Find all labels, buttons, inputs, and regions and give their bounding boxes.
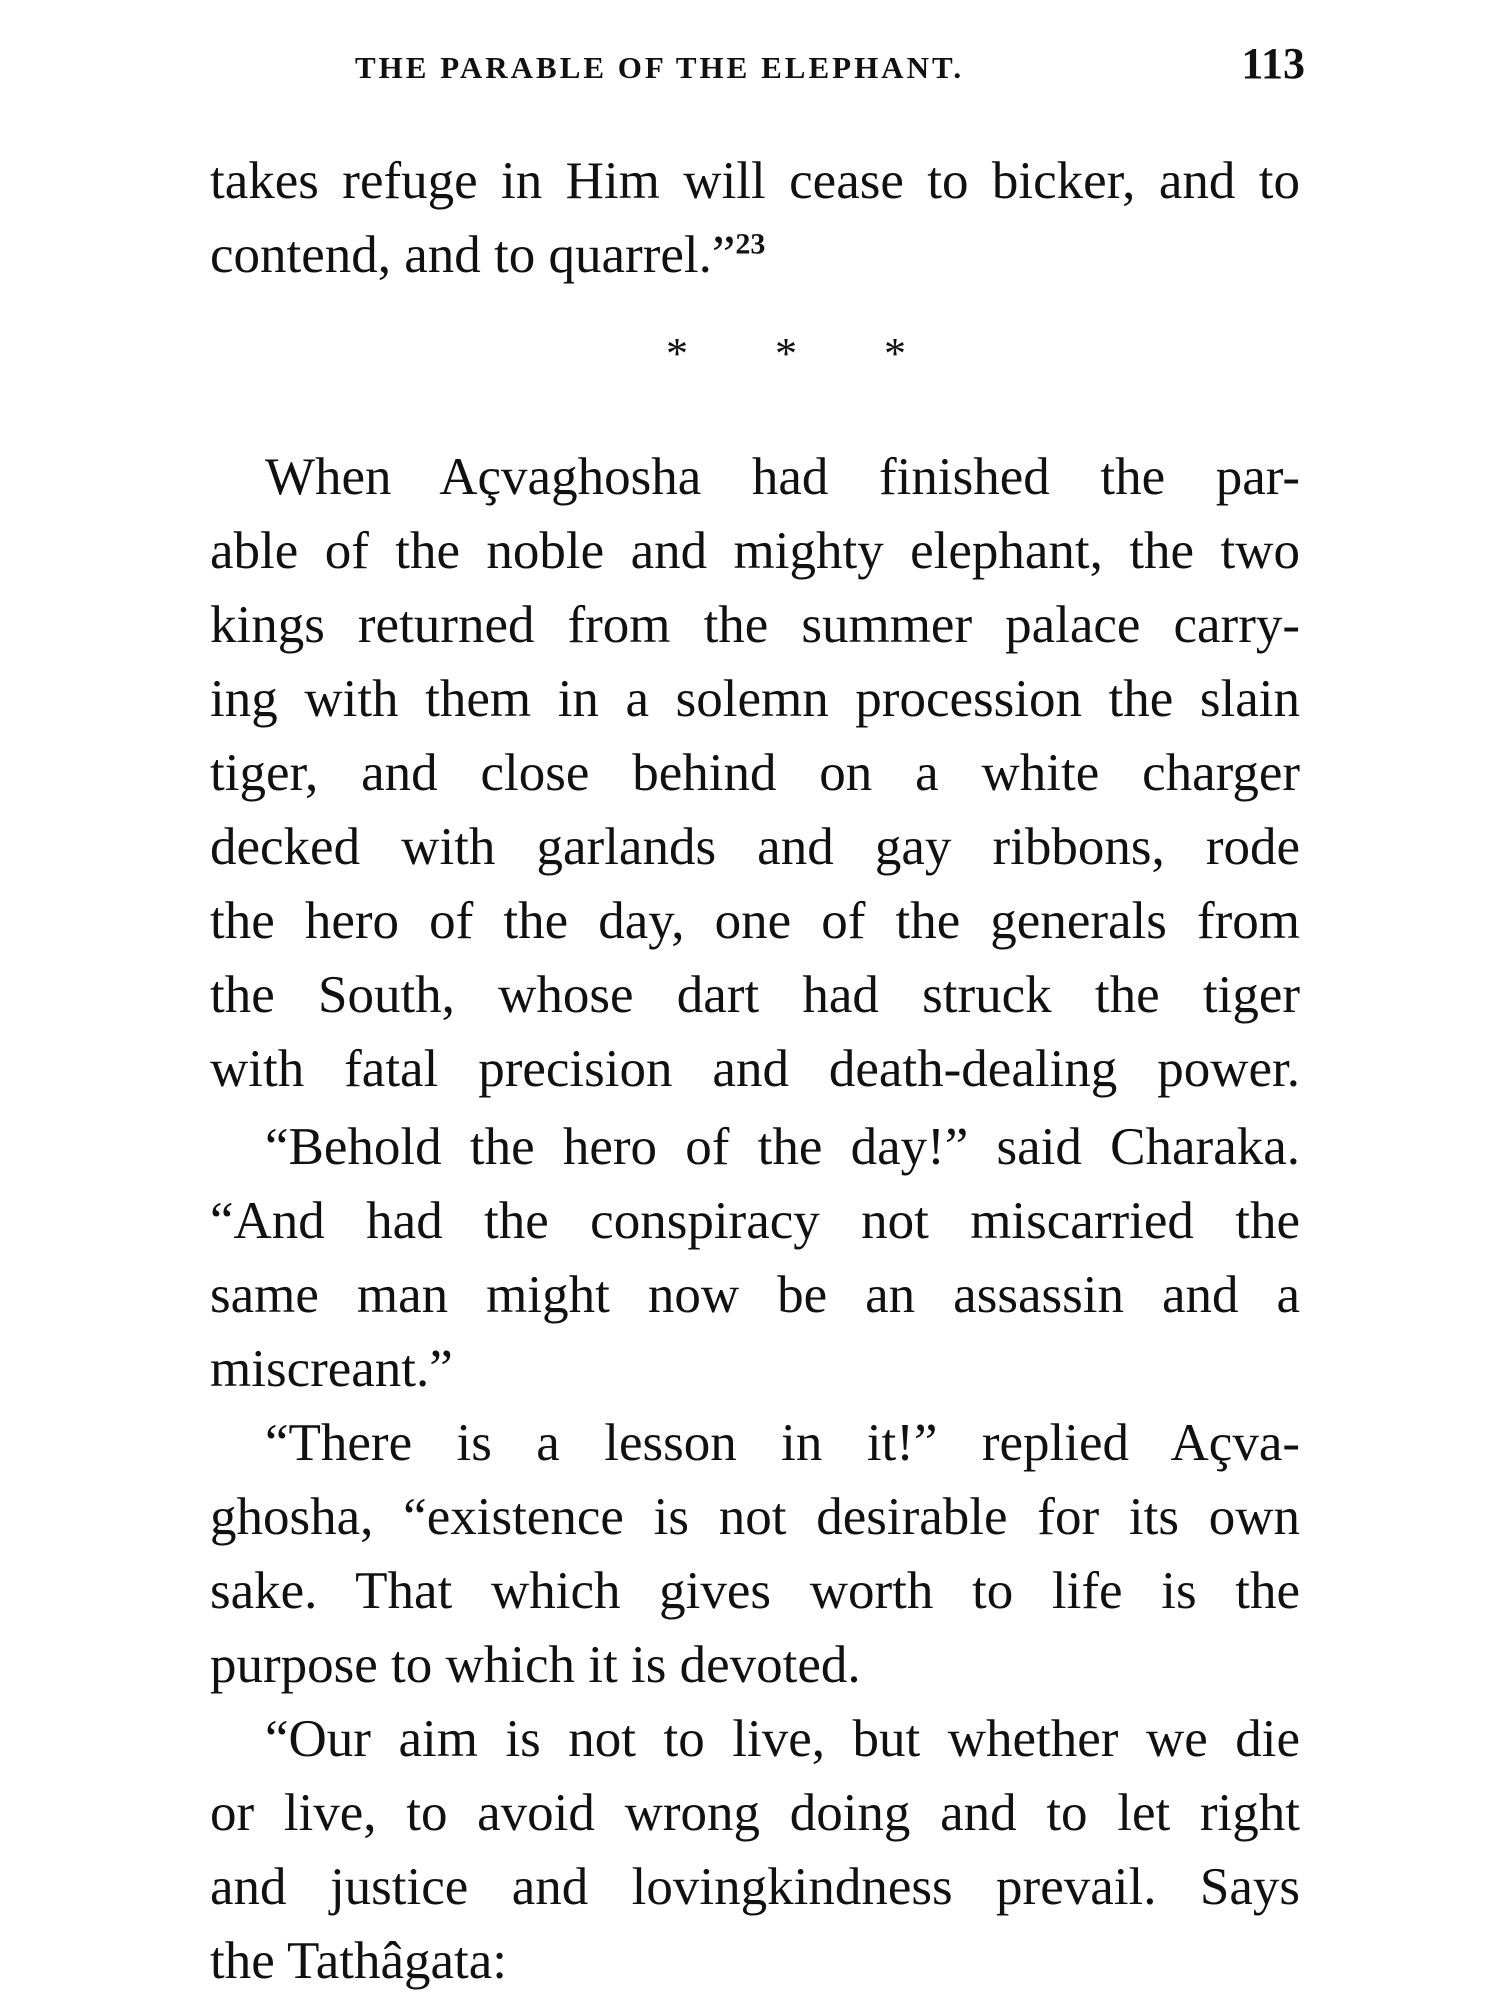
paragraph-2 [210,1110,1300,1406]
footnote-reference: 23 [735,227,766,261]
text-line: purpose to which it is devoted. [210,1636,861,1694]
paragraph-4 [210,1702,1300,1998]
text-line: kings returned from the summer palace carry- [210,596,1300,654]
text-line: ghosha, “existence is not desirable for its own [210,1488,1300,1546]
text-line: decked with garlands and gay ribbons, rode [210,818,1300,876]
text-line: “And had the conspiracy not miscarried the [210,1192,1300,1250]
text-line: tiger, and close behind on a white charger [210,744,1300,802]
text-line: sake. That which gives worth to life is the [210,1562,1300,1620]
text-line: the Tathâgata: [210,1932,507,1990]
paragraph-1 [210,440,1300,1106]
text-line: with fatal precision and death-dealing power. [210,1040,1300,1098]
text-line: takes refuge in Him will cease to bicker, and to [210,152,1300,210]
running-head [355,38,1305,98]
text-line: “Our aim is not to live, but whether we die [265,1710,1300,1768]
text-line: and justice and lovingkindness prevail. Says [210,1858,1300,1916]
section-separator: * * * [666,329,944,378]
text-line: able of the noble and mighty elephant, the two [210,522,1300,580]
paragraph-3 [210,1406,1300,1702]
text-line: same man might now be an assassin and a [210,1266,1300,1324]
text-line [210,218,1300,292]
text-line: the hero of the day, one of the generals from [210,892,1300,950]
text-line: ing with them in a solemn procession the slain [210,670,1300,728]
text-line-content: contend, and to quarrel.” [210,226,736,284]
text-line: or live, to avoid wrong doing and to let right [210,1784,1300,1842]
running-head-title: THE PARABLE OF THE ELEPHANT. [355,50,965,85]
text-line: “Behold the hero of the day!” said Charaka. [265,1118,1300,1176]
text-line: miscreant.” [210,1340,453,1398]
page-number: 113 [1241,39,1305,88]
continued-paragraph [210,144,1300,292]
text-line: the South, whose dart had struck the tiger [210,966,1300,1024]
text-line: “There is a lesson in it!” replied Açva- [265,1414,1300,1472]
text-line: When Açvaghosha had finished the par- [265,448,1300,506]
